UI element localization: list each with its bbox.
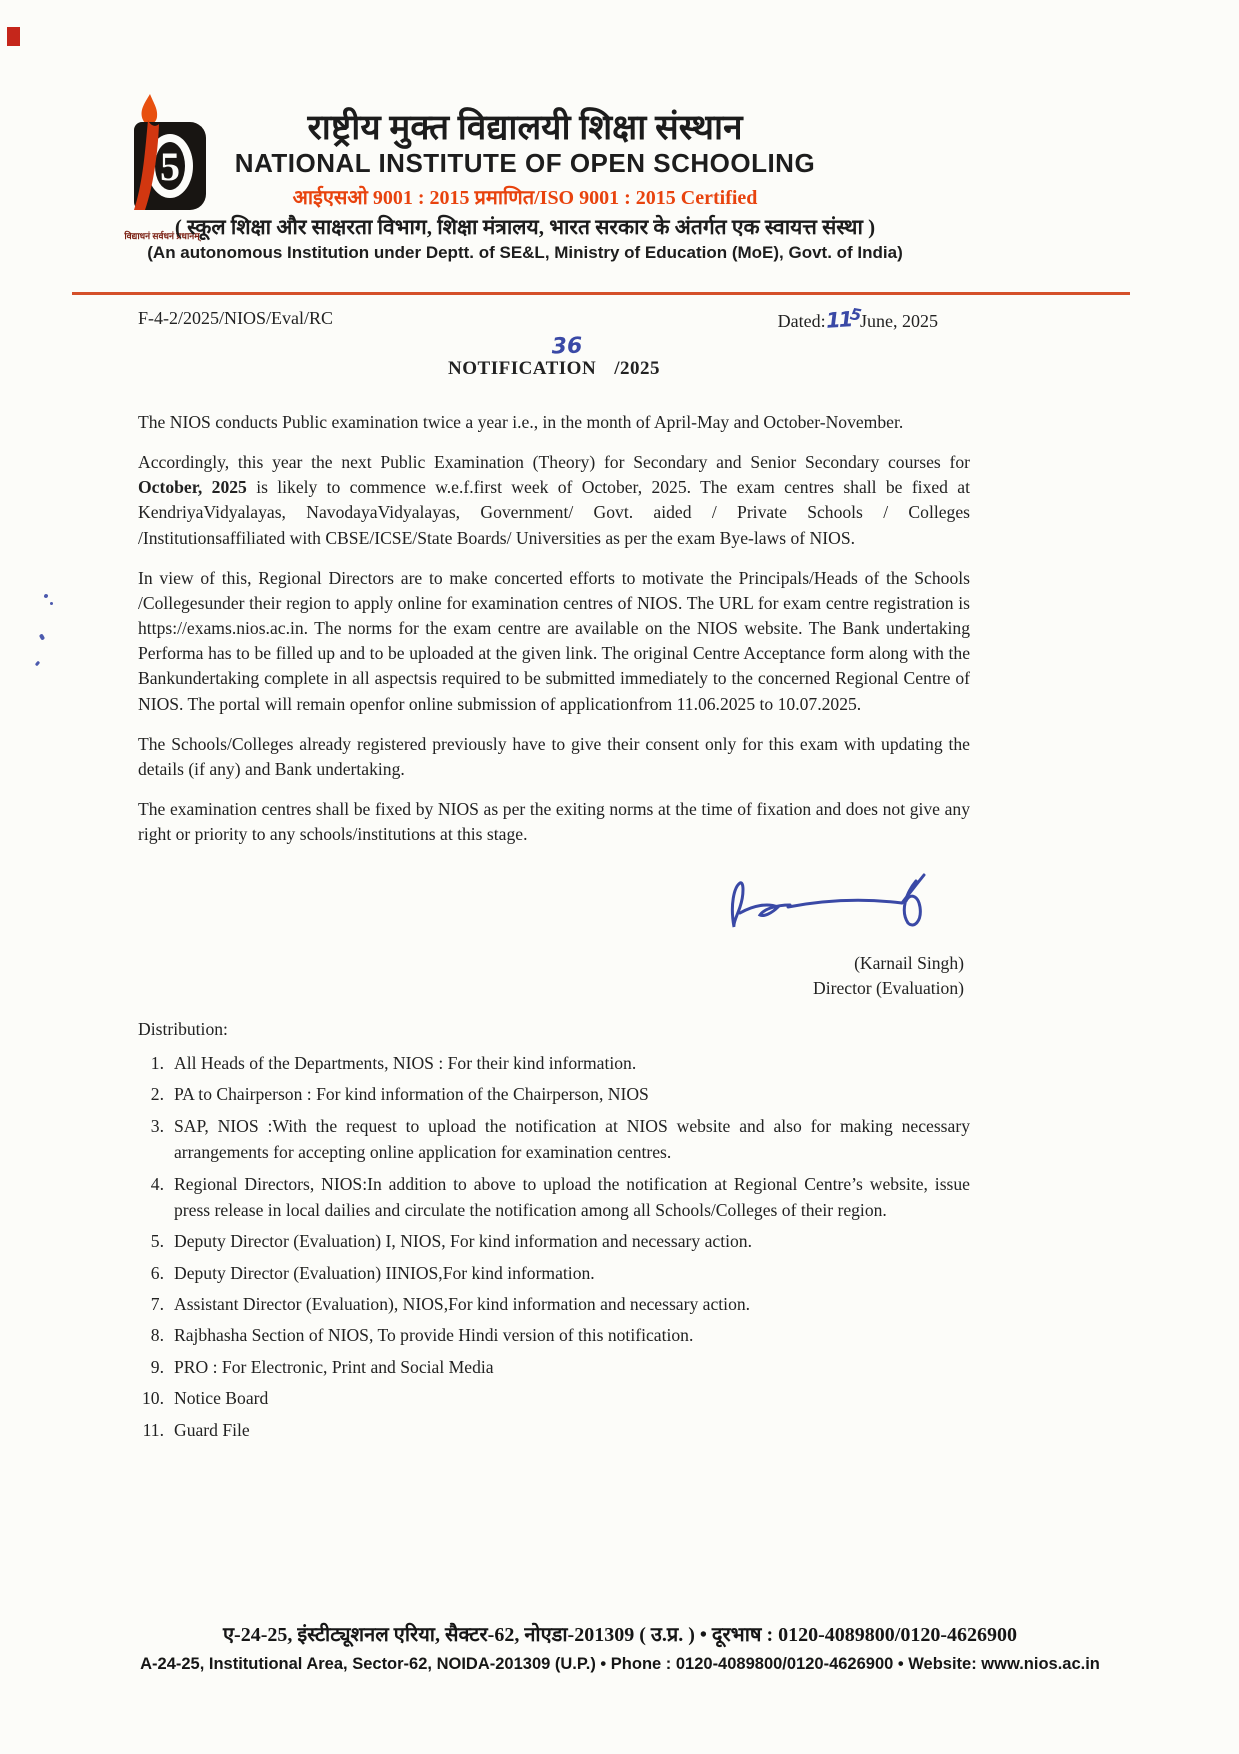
item-number: 9. (150, 1356, 164, 1377)
item-number: 8. (150, 1325, 164, 1346)
distribution-item (138, 1050, 970, 1076)
date-group (777, 304, 938, 333)
notification-title-row (138, 333, 970, 380)
item-text: Deputy Director (Evaluation) IINIOS,For kind information. (174, 1262, 595, 1283)
paragraph-3: In view of this, Regional Directors are to make concerted efforts to motivate the Principals/Heads of the Schools /Collegesunder their region to apply online for examination centres of NIOS. The URL for exam centre registration is https://exams.nios.ac.in. The norms for the exam centre are available on the NIOS website. The Bank undertaking Performa has to be filled up and to be uploaded at the given link. The original Centre Acceptance form along with the Bankundertaking complete in all aspectsis required to be submitted immediately to the concerned Regional Centre of NIOS. The portal will remain openfor online submission of applicationfrom 11.06.2025 to 10.07.2025. (138, 567, 970, 714)
ink-speck (39, 633, 45, 640)
distribution-item (138, 1385, 970, 1411)
signatory-designation: Director (Evaluation) (813, 977, 964, 998)
item-text: Guard File (174, 1419, 250, 1440)
distribution-item (138, 1354, 970, 1380)
ink-speck (35, 661, 41, 667)
notification-title: NOTIFICATION (448, 358, 597, 379)
reference-number: F-4-2/2025/NIOS/Eval/RC (138, 308, 334, 328)
item-text: Rajbhasha Section of NIOS, To provide Hindi version of this notification. (174, 1325, 694, 1346)
item-text: Deputy Director (Evaluation) I, NIOS, For kind information and necessary action. (174, 1231, 752, 1252)
item-text: SAP, NIOS :With the request to upload the notification at NIOS website and also for making necessary arrangements for accepting online application for examination centres. (174, 1115, 970, 1163)
distribution-item (138, 1260, 970, 1286)
notification-year: /2025 (614, 358, 660, 379)
org-subtitle-hindi: ( स्कूल शिक्षा और साक्षरता विभाग, शिक्षा मंत्रालय, भारत सरकार के अंतर्गत एक स्वायत्त संस्था ) (174, 215, 876, 240)
letterhead (80, 108, 970, 263)
distribution-list (138, 1050, 970, 1443)
paragraph-2-post: is likely to commence w.e.f.first week of October, 2025. The exam centres shall be fixed at KendriyaVidyalayas, NavodayaVidyalayas, Government/ Govt. aided / Private Schools / Colleges /Institutionsaffiliated with CBSE/ICSE/State Boards/ Universities as per the exam Bye-laws of NIOS. (138, 477, 970, 548)
item-text: PA to Chairperson : For kind information of the Chairperson, NIOS (174, 1084, 649, 1105)
ink-speck (43, 593, 48, 598)
date-day-handwritten: 11 (824, 307, 852, 333)
date-label: Dated: (777, 311, 826, 331)
signature-block (138, 865, 970, 1000)
item-text: Notice Board (174, 1388, 269, 1409)
distribution-item (138, 1322, 970, 1348)
footer-address-english: A-24-25, Institutional Area, Sector-62, NOIDA-201309 (U.P.) • Phone : 0120-4089800/0120-4626900 • Website: www.nios.ac.in (140, 1655, 1100, 1673)
signatory-name: (Karnail Singh) (854, 952, 964, 973)
iso-certification-line: आईएसओ 9001 : 2015 प्रमाणित/ISO 9001 : 2015 Certified (292, 187, 758, 210)
header-divider (72, 292, 1130, 295)
distribution-item (138, 1417, 970, 1443)
date-flourish-handwritten: 5 (848, 304, 863, 325)
distribution-label: Distribution: (138, 1018, 228, 1039)
paragraph-1: The NIOS conducts Public examination twice a year i.e., in the month of April-May and October-November. (138, 412, 904, 432)
date-month-year: June, 2025 (860, 311, 938, 331)
item-number: 3. (150, 1115, 164, 1136)
item-number: 11. (142, 1419, 164, 1440)
distribution-item (138, 1171, 970, 1224)
distribution-item (138, 1113, 970, 1166)
letter-body (138, 410, 970, 1448)
item-text: Regional Directors, NIOS:In addition to above to upload the notification at Regional Centre’s website, issue press release in local dailies and circulate the notification among all Schools/Colleges of their region. (174, 1173, 970, 1220)
paragraph-2-pre: Accordingly, this year the next Public Examination (Theory) for Secondary and Senior Secondary courses for (138, 452, 970, 473)
paragraph-4: The Schools/Colleges already registered previously have to give their consent only for this exam with updating the details (if any) and Bank undertaking. (138, 733, 970, 779)
footer-address-hindi: ए-24-25, इंस्टीट्यूशनल एरिया, सैक्टर-62, नोएडा-201309 ( उ.प्र. ) • दूरभाष : 0120-4089800/0120-4626900 (222, 1624, 1018, 1646)
item-number: 6. (150, 1262, 164, 1283)
org-subtitle-english: (An autonomous Institution under Deptt. of SE&L, Ministry of Education (MoE), Govt. of India) (147, 243, 903, 263)
item-number: 1. (150, 1052, 164, 1073)
scan-corner-mark (7, 27, 20, 46)
item-text: All Heads of the Departments, NIOS : For their kind information. (174, 1052, 637, 1073)
logo-motto: विद्याधनं सर्वधनं प्रधानम् (124, 231, 200, 241)
item-text: Assistant Director (Evaluation), NIOS,For kind information and necessary action. (174, 1294, 751, 1315)
item-text: PRO : For Electronic, Print and Social Media (174, 1356, 494, 1377)
org-name-hindi: राष्ट्रीय मुक्त विद्यालयी शिक्षा संस्थान (307, 108, 743, 147)
reference-row (138, 304, 938, 333)
distribution-item (138, 1228, 970, 1254)
item-number: 10. (142, 1388, 164, 1409)
item-number: 5. (150, 1231, 164, 1252)
footer-address (40, 1620, 1200, 1674)
item-number: 2. (150, 1084, 164, 1105)
ink-speck (50, 602, 53, 605)
distribution-item (138, 1081, 970, 1107)
svg-text:5: 5 (160, 144, 180, 189)
signature-ink-icon (720, 865, 950, 943)
item-number: 7. (150, 1294, 164, 1315)
paragraph-5: The examination centres shall be fixed by NIOS as per the exiting norms at the time of fixation and does not give any right or priority to any schools/institutions at this stage. (138, 799, 970, 845)
org-name-english: NATIONAL INSTITUTE OF OPEN SCHOOLING (234, 148, 816, 179)
item-number: 4. (150, 1173, 164, 1194)
distribution-item (138, 1291, 970, 1317)
notification-number-handwritten: 36 (550, 333, 583, 360)
paragraph-2 (138, 450, 970, 551)
paragraph-2-bold-date: October, 2025 (138, 477, 247, 498)
